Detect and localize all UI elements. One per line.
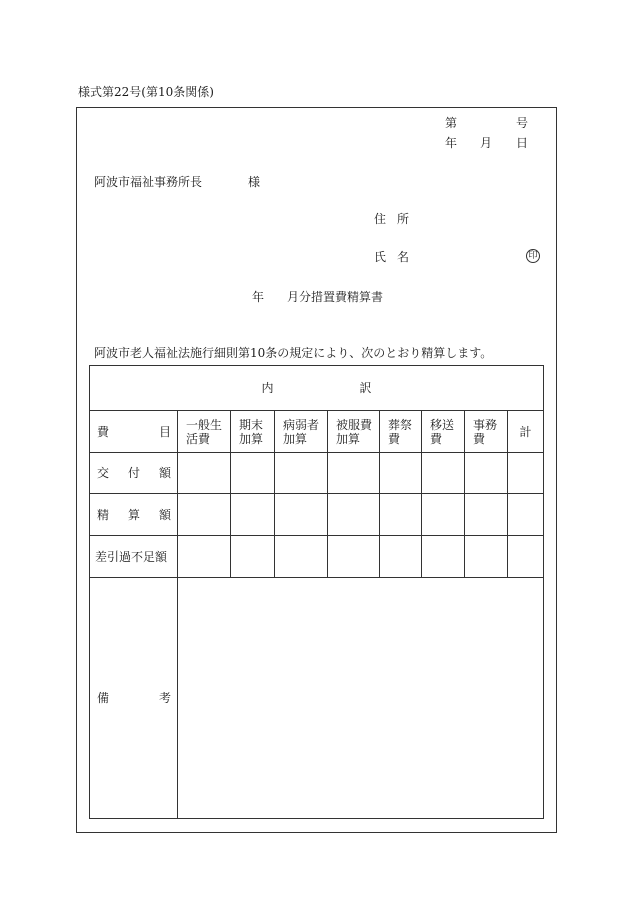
value-cell[interactable] (508, 453, 544, 494)
col-transport-line-1: 移送 (430, 417, 455, 432)
name-label-2: 名 (397, 250, 410, 264)
row-label-text: 差引過不足額 (95, 549, 168, 564)
value-cell[interactable] (508, 536, 544, 578)
col-term-end (231, 411, 275, 453)
value-cell[interactable] (422, 536, 465, 578)
row-label-char: 額 (158, 466, 171, 480)
col-clothing (328, 411, 380, 453)
item-label-cell (90, 411, 178, 453)
value-cell[interactable] (178, 494, 231, 536)
value-cell[interactable] (231, 453, 275, 494)
col-general-living (178, 411, 231, 453)
date-month: 月 (480, 136, 493, 150)
col-transport-line-2: 費 (430, 431, 443, 446)
value-cell[interactable] (380, 494, 422, 536)
row-label-char: 付 (127, 466, 140, 480)
title-rest: 月分措置費精算書 (287, 290, 384, 304)
address-label-1: 住 (374, 212, 387, 226)
col-general-living-line-2: 活費 (186, 431, 211, 446)
col-total (508, 411, 544, 453)
remarks-label-cell (90, 578, 178, 819)
value-cell[interactable] (275, 453, 328, 494)
address-label-2: 所 (397, 212, 410, 226)
form-id: 様式第22号(第10条関係) (78, 85, 214, 99)
col-transport (422, 411, 465, 453)
item-label-char-2: 目 (158, 424, 171, 439)
title-year: 年 (252, 290, 265, 304)
seal-mark: 印 (526, 249, 540, 263)
row-label-cell (90, 536, 178, 578)
item-label-char-1: 費 (97, 424, 110, 439)
addressee-office: 阿波市福祉事務所長 (94, 175, 203, 189)
breakdown-char-1: 内 (261, 381, 274, 395)
col-term-end-line-1: 期末 (239, 417, 264, 432)
statement: 阿波市老人福祉法施行細則第10条の規定により、次のとおり精算します。 (94, 346, 493, 360)
col-funeral-line-1: 葬祭 (388, 417, 413, 432)
settlement-table (89, 365, 544, 819)
value-cell[interactable] (231, 494, 275, 536)
breakdown-header (90, 366, 544, 411)
col-clothing-line-1: 被服費 (336, 417, 373, 432)
col-general-living-line-1: 一般生 (186, 417, 223, 432)
col-office-line-2: 費 (473, 431, 486, 446)
col-office-line-1: 事務 (473, 417, 498, 432)
table-row (90, 494, 544, 536)
col-total-line-1: 計 (519, 424, 532, 439)
remarks-row (90, 578, 544, 819)
value-cell[interactable] (178, 453, 231, 494)
row-label-char: 額 (158, 507, 171, 522)
col-office (465, 411, 508, 453)
value-cell[interactable] (328, 494, 380, 536)
doc-number-prefix: 第 (445, 116, 458, 130)
row-label-char: 算 (127, 507, 140, 522)
col-infirm (275, 411, 328, 453)
column-header-row (90, 411, 544, 453)
value-cell[interactable] (231, 536, 275, 578)
value-cell[interactable] (275, 536, 328, 578)
date-year: 年 (445, 136, 458, 150)
remarks-label-char-2: 考 (158, 691, 171, 705)
table-row (90, 536, 544, 578)
breakdown-char-2: 訳 (359, 381, 372, 395)
addressee-honorific: 様 (248, 175, 261, 189)
row-label-cell (90, 494, 178, 536)
value-cell[interactable] (465, 536, 508, 578)
value-cell[interactable] (422, 494, 465, 536)
col-funeral (380, 411, 422, 453)
value-cell[interactable] (275, 494, 328, 536)
name-label-1: 氏 (374, 250, 387, 264)
value-cell[interactable] (380, 536, 422, 578)
row-label-cell (90, 453, 178, 494)
col-term-end-line-2: 加算 (239, 431, 264, 446)
col-infirm-line-2: 加算 (283, 431, 308, 446)
row-label-char: 交 (97, 466, 110, 480)
value-cell[interactable] (465, 453, 508, 494)
col-clothing-line-2: 加算 (336, 431, 361, 446)
remarks-field[interactable] (178, 578, 544, 819)
value-cell[interactable] (422, 453, 465, 494)
value-cell[interactable] (328, 453, 380, 494)
row-label-char: 精 (97, 507, 110, 522)
value-cell[interactable] (328, 536, 380, 578)
col-funeral-line-2: 費 (388, 431, 401, 446)
remarks-label-char-1: 備 (97, 691, 110, 705)
date-day: 日 (516, 136, 529, 150)
value-cell[interactable] (380, 453, 422, 494)
table-row (90, 453, 544, 494)
breakdown-row (90, 366, 544, 411)
value-cell[interactable] (178, 536, 231, 578)
doc-number-suffix: 号 (516, 116, 529, 130)
value-cell[interactable] (465, 494, 508, 536)
value-cell[interactable] (508, 494, 544, 536)
col-infirm-line-1: 病弱者 (283, 417, 320, 432)
